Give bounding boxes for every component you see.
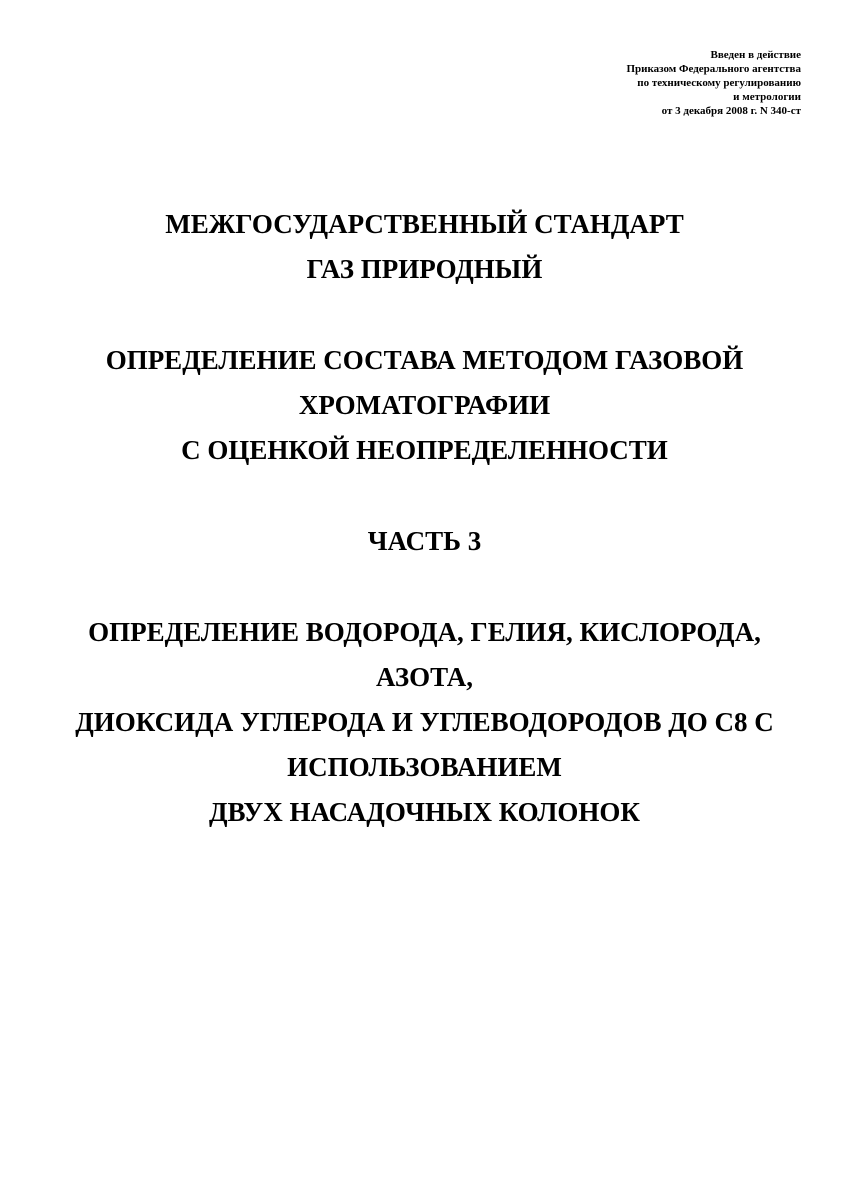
standard-type-heading: МЕЖГОСУДАРСТВЕННЫЙ СТАНДАРТ [165,209,684,239]
enactment-line: Приказом Федерального агентства [626,63,801,75]
method-heading-line: С ОЦЕНКОЙ НЕОПРЕДЕЛЕННОСТИ [181,435,668,465]
subject-heading: ГАЗ ПРИРОДНЫЙ [306,254,543,284]
enactment-note [501,48,801,118]
part-title-line: ДВУХ НАСАДОЧНЫХ КОЛОНОК [208,797,640,827]
enactment-line: от 3 декабря 2008 г. N 340-ст [661,105,801,117]
spacer [30,473,819,519]
part-title-line: ОПРЕДЕЛЕНИЕ ВОДОРОДА, ГЕЛИЯ, КИСЛОРОДА, [88,617,761,647]
enactment-line: Введен в действие [710,49,801,61]
method-heading-line: ОПРЕДЕЛЕНИЕ СОСТАВА МЕТОДОМ ГАЗОВОЙ [105,345,744,375]
title-block [30,202,819,835]
part-number-heading: ЧАСТЬ 3 [367,526,482,556]
enactment-line: и метрологии [733,91,801,103]
method-heading-line: ХРОМАТОГРАФИИ [298,390,551,420]
part-title-line: ИСПОЛЬЗОВАНИЕМ [287,752,562,782]
part-title-line: АЗОТА, [376,662,473,692]
enactment-line: по техническому регулированию [637,77,801,89]
part-title-line: ДИОКСИДА УГЛЕРОДА И УГЛЕВОДОРОДОВ ДО С8 С [75,707,774,737]
spacer [30,564,819,610]
spacer [30,292,819,338]
